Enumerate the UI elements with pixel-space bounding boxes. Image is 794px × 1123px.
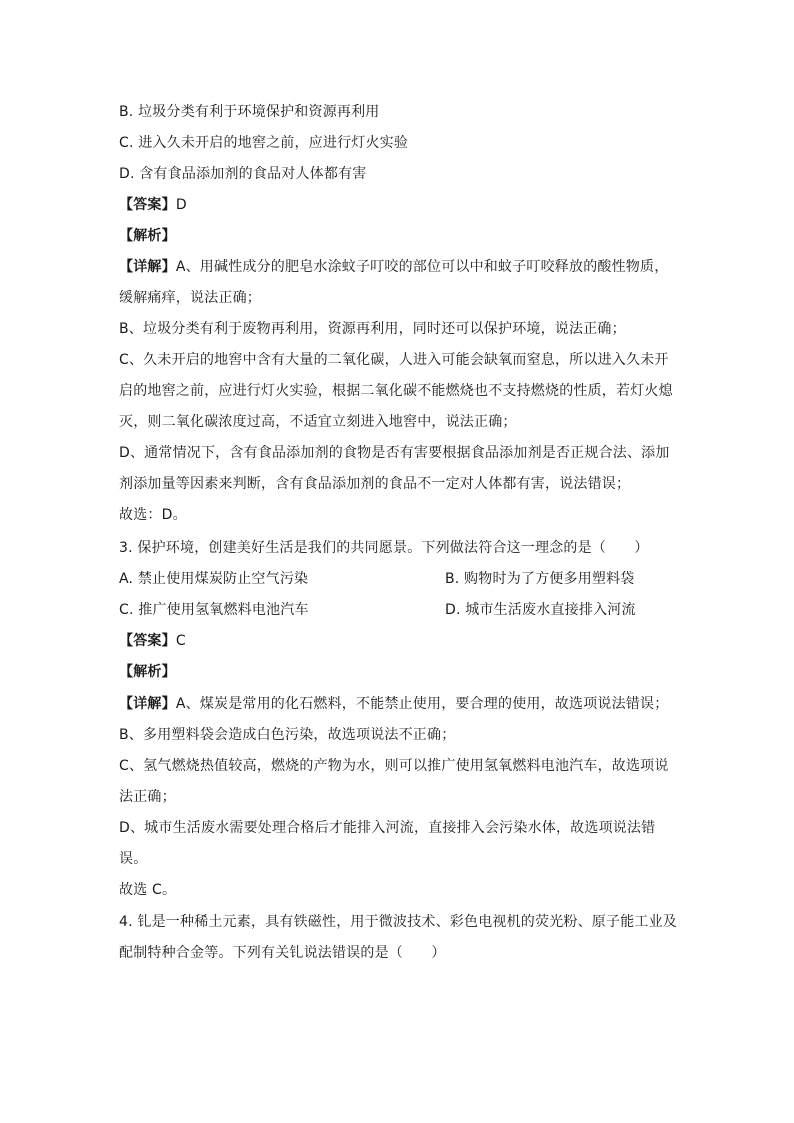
q3-detail-d-line1: D、城市生活废水需要处理合格后才能排入河流，直接排入会污染水体，故选项说法错	[119, 820, 656, 836]
q3-conclusion: 故选 C。	[119, 882, 177, 898]
q4-stem-line1: 4. 钆是一种稀土元素，具有铁磁性，用于微波技术、彩色电视机的荧光粉、原子能工业及	[119, 914, 678, 930]
q3-detail-a: 【详解】A、煤炭是常用的化石燃料，不能禁止使用，要合理的使用，故选项说法错误；	[119, 696, 669, 712]
q3-detail-c-line1: C、氢气燃烧热值较高，燃烧的产物为水，则可以推广使用氢氧燃料电池汽车，故选项说	[119, 758, 669, 774]
q2-option-c: C. 进入久未开启的地窖之前，应进行灯火实验	[119, 135, 409, 151]
q3-option-c: C. 推广使用氢氧燃料电池汽车	[119, 602, 309, 618]
q3-option-b: B. 购物时为了方便多用塑料袋	[445, 571, 635, 587]
q3-answer	[119, 631, 679, 651]
q2-answer	[119, 195, 679, 215]
q3-detail-tag: 【详解】	[119, 696, 176, 712]
q2-answer-value: D	[175, 197, 187, 213]
q2-detail-c-line1: C、久未开启的地窖中含有大量的二氧化碳，人进入可能会缺氧而窒息，所以进入久未开	[119, 352, 669, 368]
q3-answer-tag: 【答案】	[119, 633, 176, 649]
q2-answer-tag: 【答案】	[119, 197, 176, 213]
q2-conclusion: 故选：D。	[119, 507, 187, 523]
q3-stem: 3. 保护环境，创建美好生活是我们的共同愿景。下列做法符合这一理念的是（ ）	[119, 540, 649, 556]
q2-option-d: D. 含有食品添加剂的食品对人体都有害	[119, 166, 367, 182]
q2-detail-c-line3: 灭，则二氧化碳浓度过高，不适宜立刻进入地窖中，说法正确；	[119, 414, 517, 430]
q3-option-d: D. 城市生活废水直接排入河流	[445, 602, 636, 618]
q2-option-b: B. 垃圾分类有利于环境保护和资源再利用	[119, 104, 380, 120]
q3-detail-d-line2: 误。	[119, 851, 148, 867]
q3-detail-b: B、多用塑料袋会造成白色污染，故选项说法不正确；	[119, 727, 456, 743]
q2-detail-b: B、垃圾分类有利于废物再利用，资源再利用，同时还可以保护环境，说法正确；	[119, 321, 626, 337]
q2-detail-d-line1: D、通常情况下，含有食品添加剂的食物是否有害要根据食品添加剂是否正规合法、添加	[119, 445, 670, 461]
q4-stem-line2: 配制特种合金等。下列有关钆说法错误的是（ ）	[119, 945, 446, 961]
q2-detail-a-line1: 【详解】A、用碱性成分的肥皂水涂蚊子叮咬的部位可以中和蚊子叮咬释放的酸性物质，	[119, 259, 669, 275]
q3-detail-c-line2: 法正确；	[119, 789, 176, 805]
q2-analysis-tag: 【解析】	[119, 228, 176, 244]
q2-detail-c-line2: 启的地窖之前，应进行灯火实验，根据二氧化碳不能燃烧也不支持燃烧的性质，若灯火熄	[119, 383, 673, 399]
q3-analysis-tag: 【解析】	[119, 664, 176, 680]
q2-detail-tag: 【详解】	[119, 259, 176, 275]
q2-detail-d-line2: 剂添加量等因素来判断，含有食品添加剂的食品不一定对人体都有害，说法错误；	[119, 476, 631, 492]
q3-answer-value: C	[175, 633, 186, 649]
q2-detail-a-line2: 缓解痛痒，说法正确；	[119, 290, 261, 306]
q3-option-a: A. 禁止使用煤炭防止空气污染	[119, 571, 309, 587]
